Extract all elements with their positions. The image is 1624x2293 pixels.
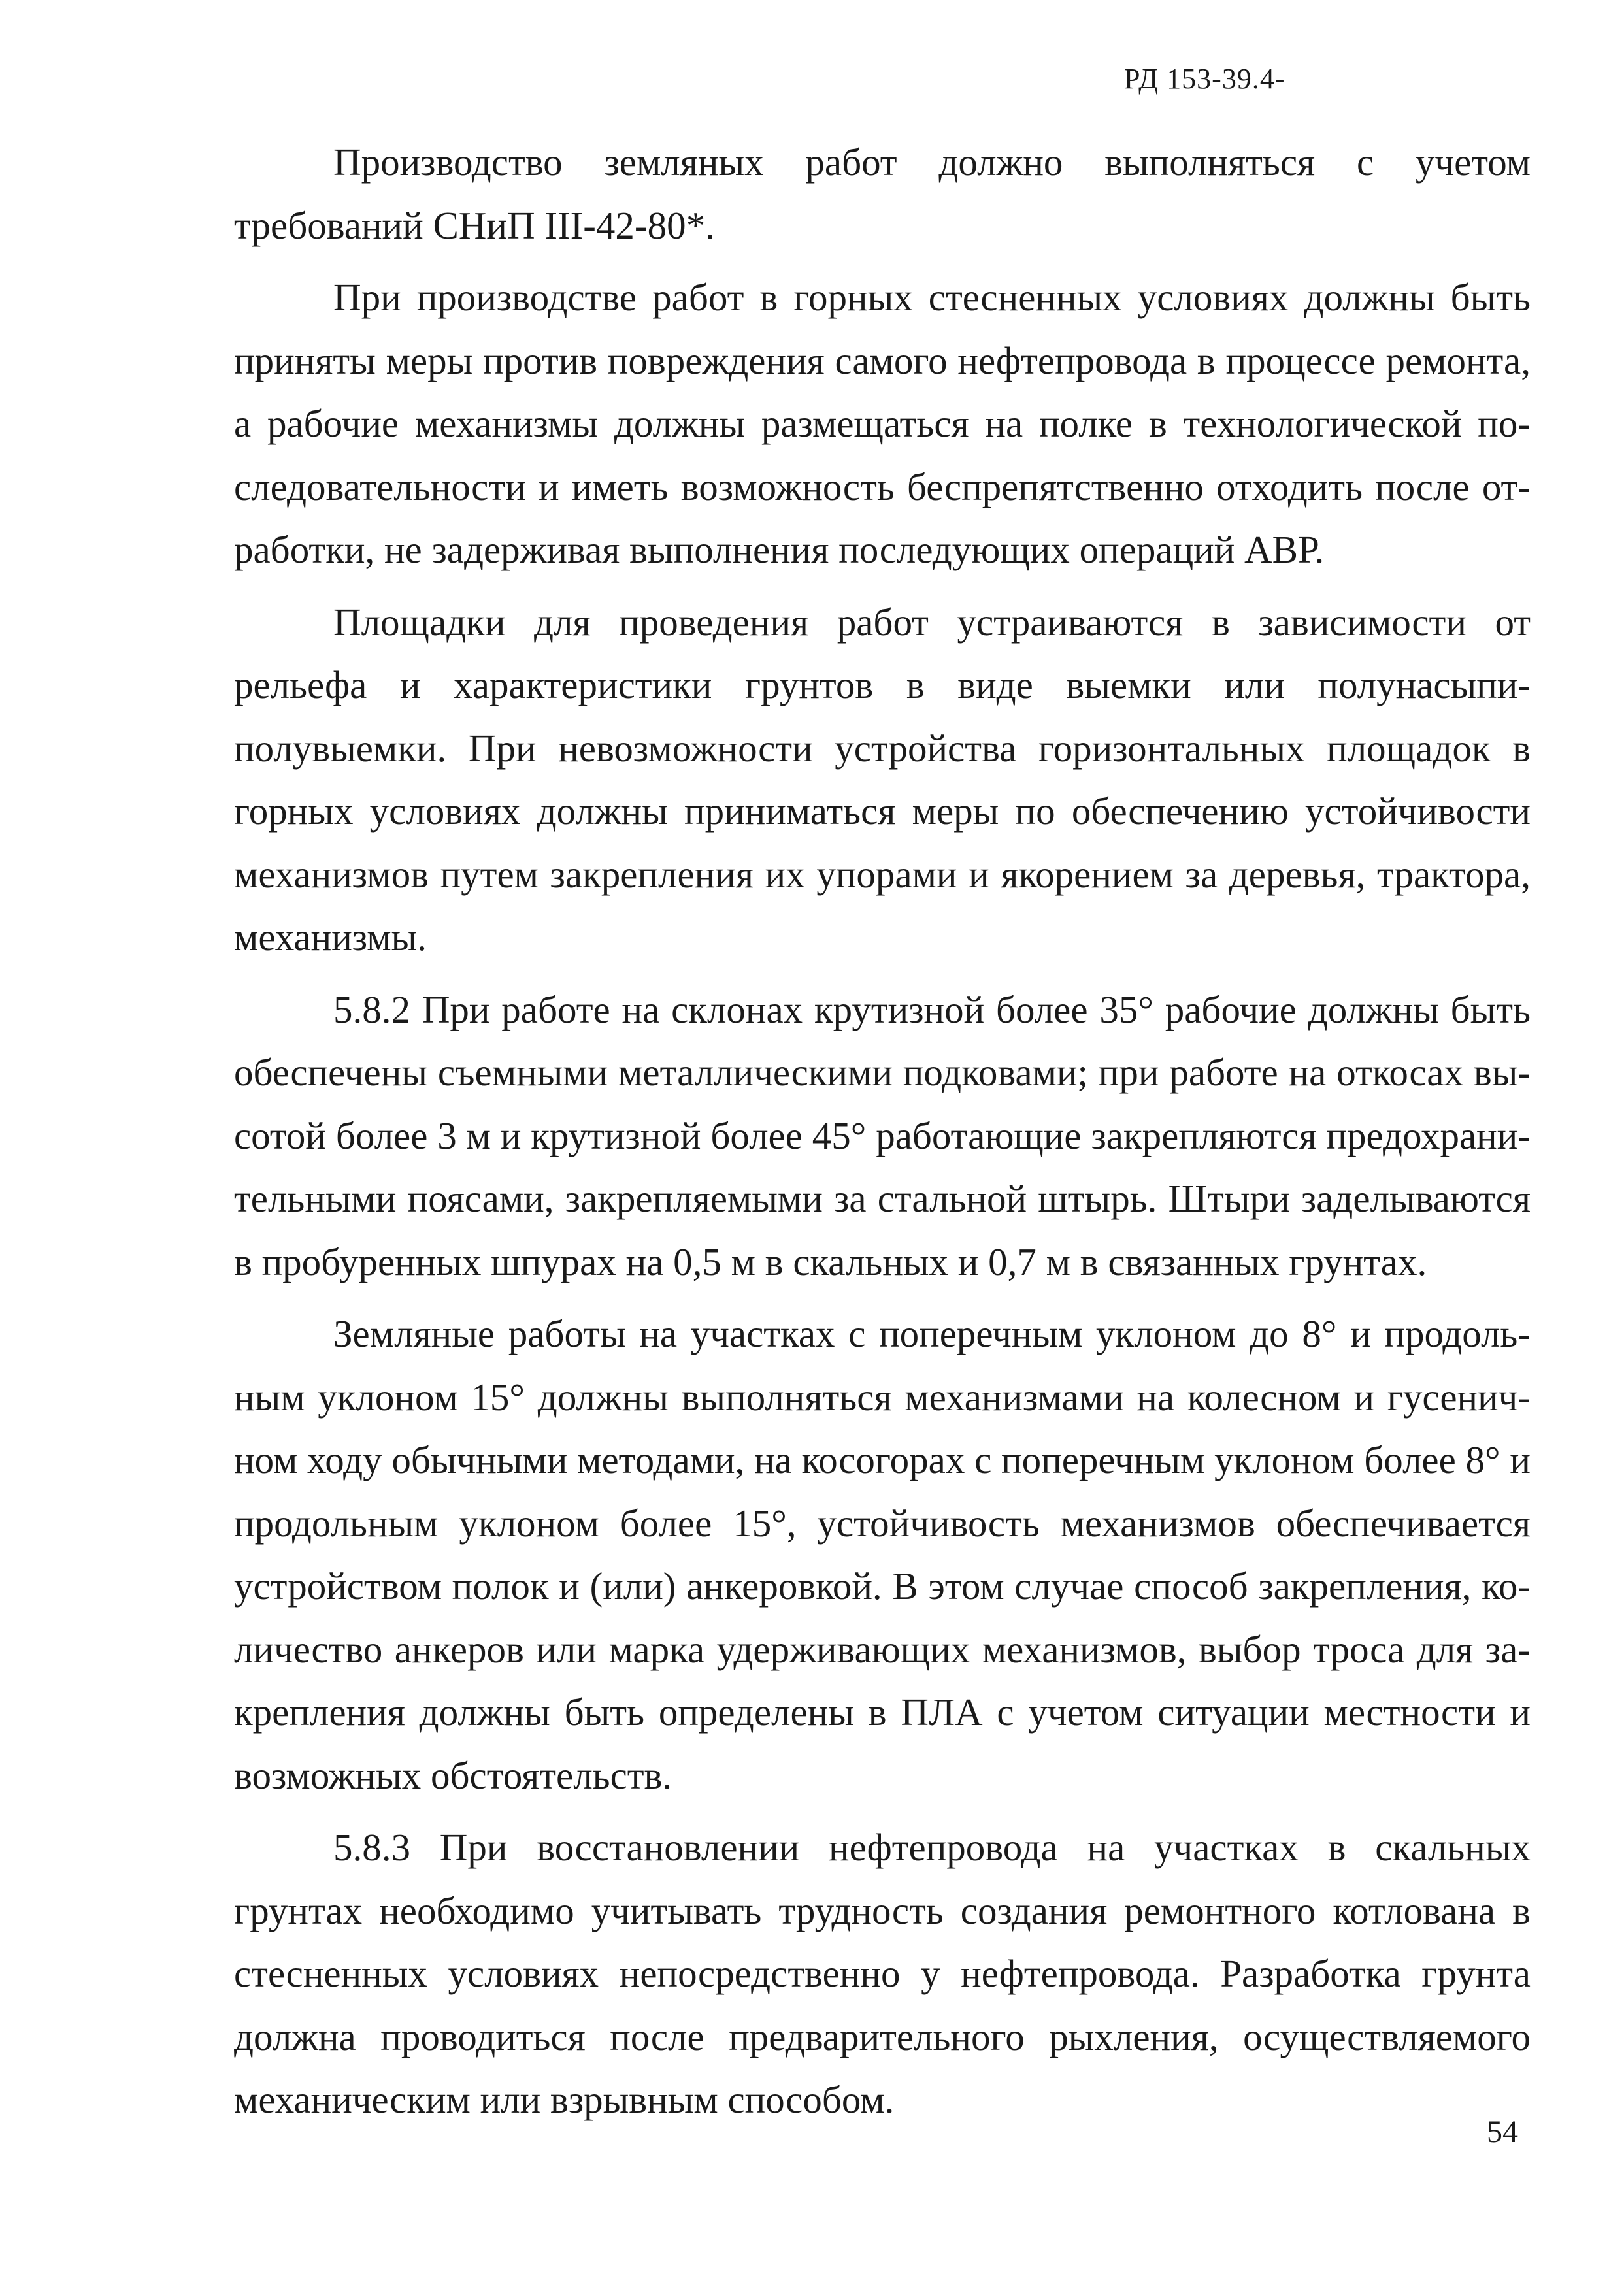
paragraph-section-5-8-2: 5.8.2 При работе на склонах крутизной более 35° рабочие должны быть обеспечены съемными металлическими подковами; при работе на откосах высотой более 3 м и крутизной более 45° работающие закрепляются предохранительными поясами, закрепляемыми за стальной штырь. Штыри заделываются в пробуренных шпурах на 0,5 м в скальных и 0,7 м в связанных грунтах.	[234, 987, 1531, 1283]
paragraph-work-platforms: Площадки для проведения работ устраиваются в зависимости от рельефа и характеристики грунтов в виде выемки или полунасыпи-полувыемки. При невозможности устройства горизонтальных площадок в горных условиях должны приниматься меры по обеспечению устойчивости механизмов путем закрепления их упорами и якорением за деревья, трактора, механизмы.	[234, 600, 1531, 959]
paragraph-mountain-conditions: При производстве работ в горных стесненных условиях должны быть приняты меры против повреждения самого нефтепровода в процессе ремонта, а рабочие механизмы должны размещаться на полке в технологической последовательности и иметь возможность беспрепятственно отходить после отработки, не задерживая выполнения последующих операций АВР.	[234, 276, 1531, 571]
document-body	[234, 131, 1531, 2132]
paragraph-section-5-8-3: 5.8.3 При восстановлении нефтепровода на участках в скальных грунтах необходимо учитывать трудность создания ремонтного котлована в стесненных условиях непосредственно у нефтепровода. Разработка грунта должна проводиться после предварительного рыхления, осуществляемого механическим или взрывным способом.	[234, 1826, 1531, 2121]
document-code-header: РД 153-39.4-	[1124, 63, 1285, 95]
paragraph-slope-earthworks: Земляные работы на участках с поперечным уклоном до 8° и продольным уклоном 15° должны выполняться механизмами на колесном и гусеничном ходу обычными методами, на косогорах с поперечным уклоном более 8° и продольным уклоном более 15°, устойчивость механизмов обеспечивается устройством полок и (или) анкеровкой. В этом случае способ закрепления, количество анкеров или марка удерживающих механизмов, выбор троса для закрепления должны быть определены в ПЛА с учетом ситуации местности и возможных обстоятельств.	[234, 1312, 1531, 1797]
page-number: 54	[1487, 2115, 1518, 2149]
paragraph-earthworks-requirements: Производство земляных работ должно выполняться с учетом требований СНиП III-42-80*.	[234, 140, 1531, 247]
